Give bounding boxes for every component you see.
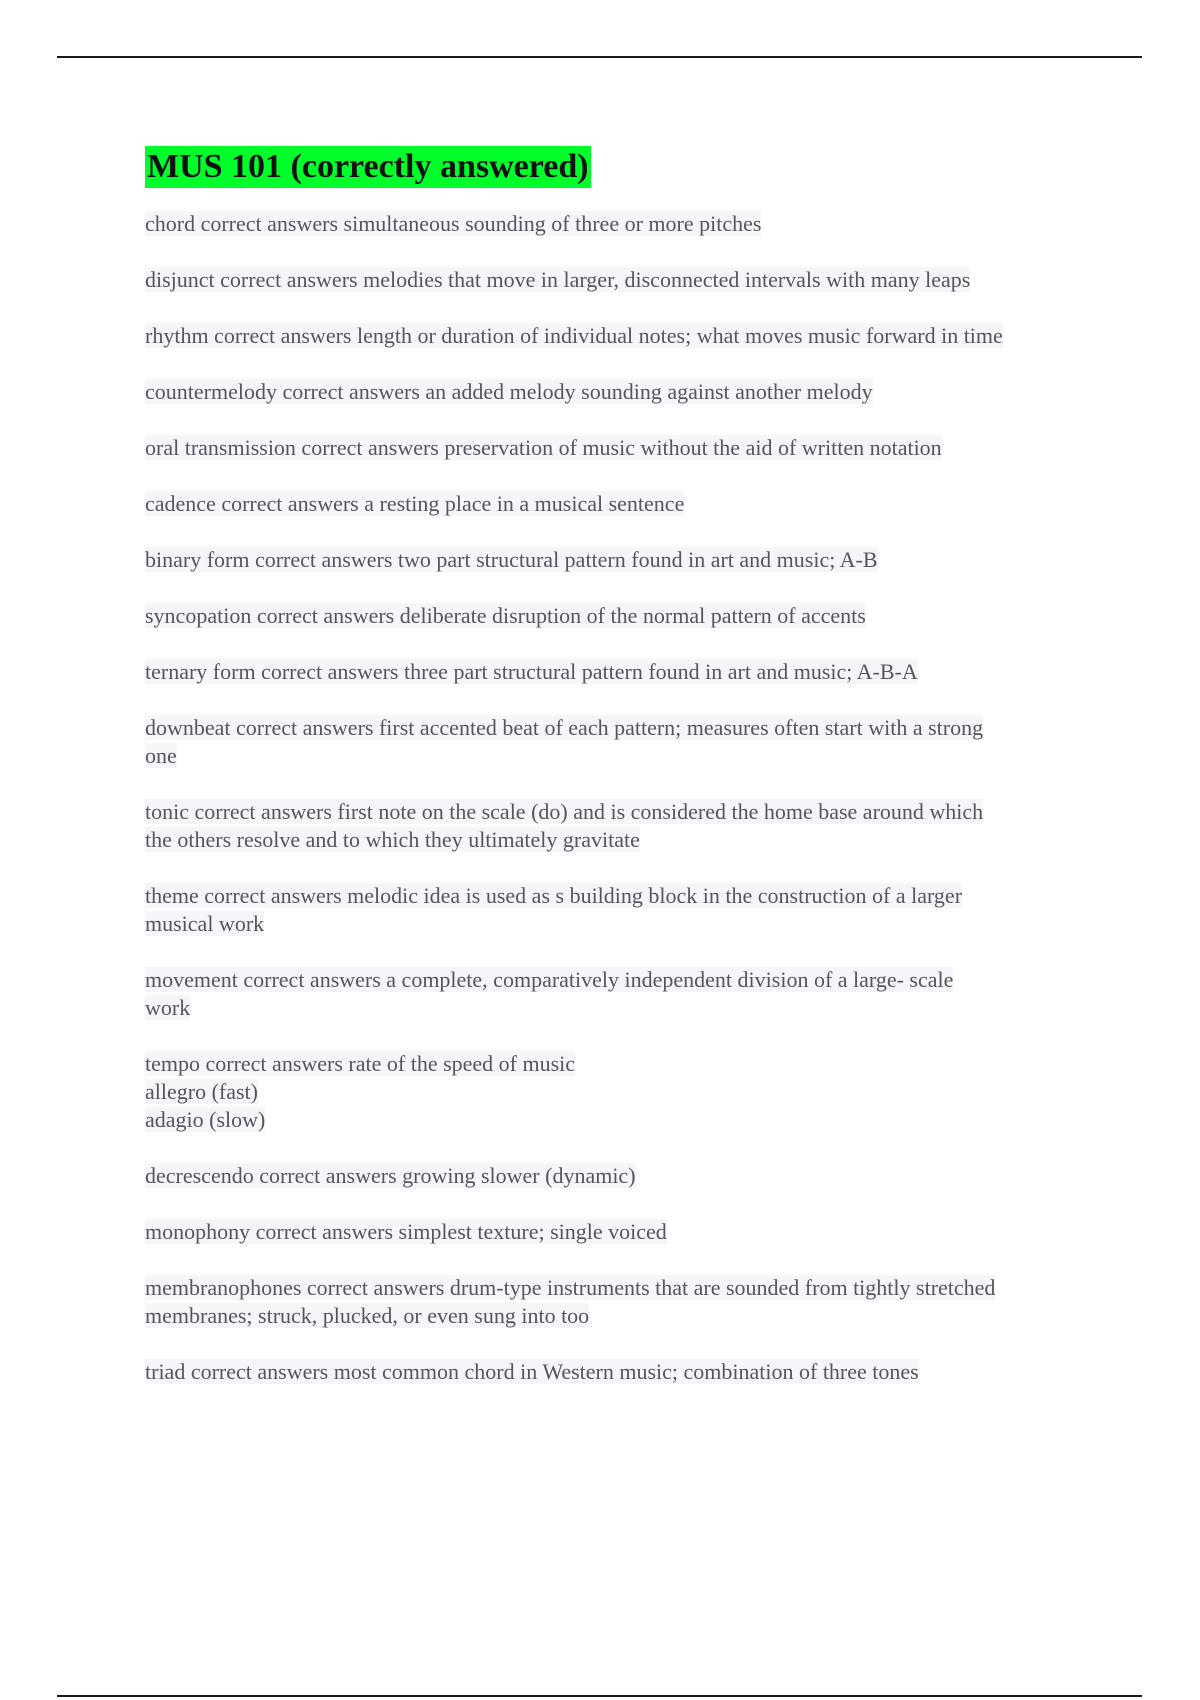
list-item bbox=[145, 434, 1105, 462]
entry-line: adagio (slow) bbox=[145, 1107, 266, 1132]
list-item bbox=[145, 658, 1105, 686]
list-item bbox=[145, 798, 1105, 854]
top-rule bbox=[57, 56, 1142, 58]
list-item bbox=[145, 210, 1105, 238]
entry-line: disjunct correct answers melodies that move in larger, disconnected intervals with many leaps bbox=[145, 267, 971, 292]
list-item bbox=[145, 1162, 1105, 1190]
entry-line: musical work bbox=[145, 911, 265, 936]
list-item bbox=[145, 882, 1105, 938]
list-item bbox=[145, 378, 1105, 406]
entry-line: countermelody correct answers an added melody sounding against another melody bbox=[145, 379, 873, 404]
document-body bbox=[145, 146, 1105, 1414]
entry-line: oral transmission correct answers preservation of music without the aid of written notation bbox=[145, 435, 942, 460]
document-title: MUS 101 (correctly answered) bbox=[145, 146, 591, 188]
list-item bbox=[145, 966, 1105, 1022]
entry-line: ternary form correct answers three part structural pattern found in art and music; A-B-A bbox=[145, 659, 918, 684]
entry-line: membranophones correct answers drum-type instruments that are sounded from tightly stretched bbox=[145, 1275, 996, 1300]
list-item bbox=[145, 490, 1105, 518]
entry-line: work bbox=[145, 995, 191, 1020]
entry-line: syncopation correct answers deliberate disruption of the normal pattern of accents bbox=[145, 603, 866, 628]
list-item bbox=[145, 714, 1105, 770]
list-item bbox=[145, 602, 1105, 630]
entry-line: theme correct answers melodic idea is used as s building block in the construction of a larger bbox=[145, 883, 963, 908]
entry-line: binary form correct answers two part structural pattern found in art and music; A-B bbox=[145, 547, 878, 572]
list-item bbox=[145, 546, 1105, 574]
entry-line: triad correct answers most common chord in Western music; combination of three tones bbox=[145, 1359, 919, 1384]
entry-list bbox=[145, 210, 1105, 1386]
entry-line: decrescendo correct answers growing slower (dynamic) bbox=[145, 1163, 636, 1188]
entry-line: membranes; struck, plucked, or even sung into too bbox=[145, 1303, 590, 1328]
entry-line: the others resolve and to which they ultimately gravitate bbox=[145, 827, 640, 852]
list-item bbox=[145, 1274, 1105, 1330]
entry-line: movement correct answers a complete, comparatively independent division of a large- scale bbox=[145, 967, 954, 992]
entry-line: tempo correct answers rate of the speed of music bbox=[145, 1051, 576, 1076]
entry-line: one bbox=[145, 743, 177, 768]
list-item bbox=[145, 1218, 1105, 1246]
list-item bbox=[145, 1050, 1105, 1134]
list-item bbox=[145, 322, 1105, 350]
entry-line: tonic correct answers first note on the scale (do) and is considered the home base around which bbox=[145, 799, 984, 824]
list-item bbox=[145, 266, 1105, 294]
entry-line: allegro (fast) bbox=[145, 1079, 258, 1104]
entry-line: chord correct answers simultaneous sounding of three or more pitches bbox=[145, 211, 762, 236]
bottom-rule bbox=[57, 1695, 1142, 1697]
entry-line: cadence correct answers a resting place in a musical sentence bbox=[145, 491, 685, 516]
entry-line: downbeat correct answers first accented beat of each pattern; measures often start with a strong bbox=[145, 715, 984, 740]
entry-line: monophony correct answers simplest texture; single voiced bbox=[145, 1219, 667, 1244]
entry-line: rhythm correct answers length or duration of individual notes; what moves music forward in time bbox=[145, 323, 1003, 348]
list-item bbox=[145, 1358, 1105, 1386]
